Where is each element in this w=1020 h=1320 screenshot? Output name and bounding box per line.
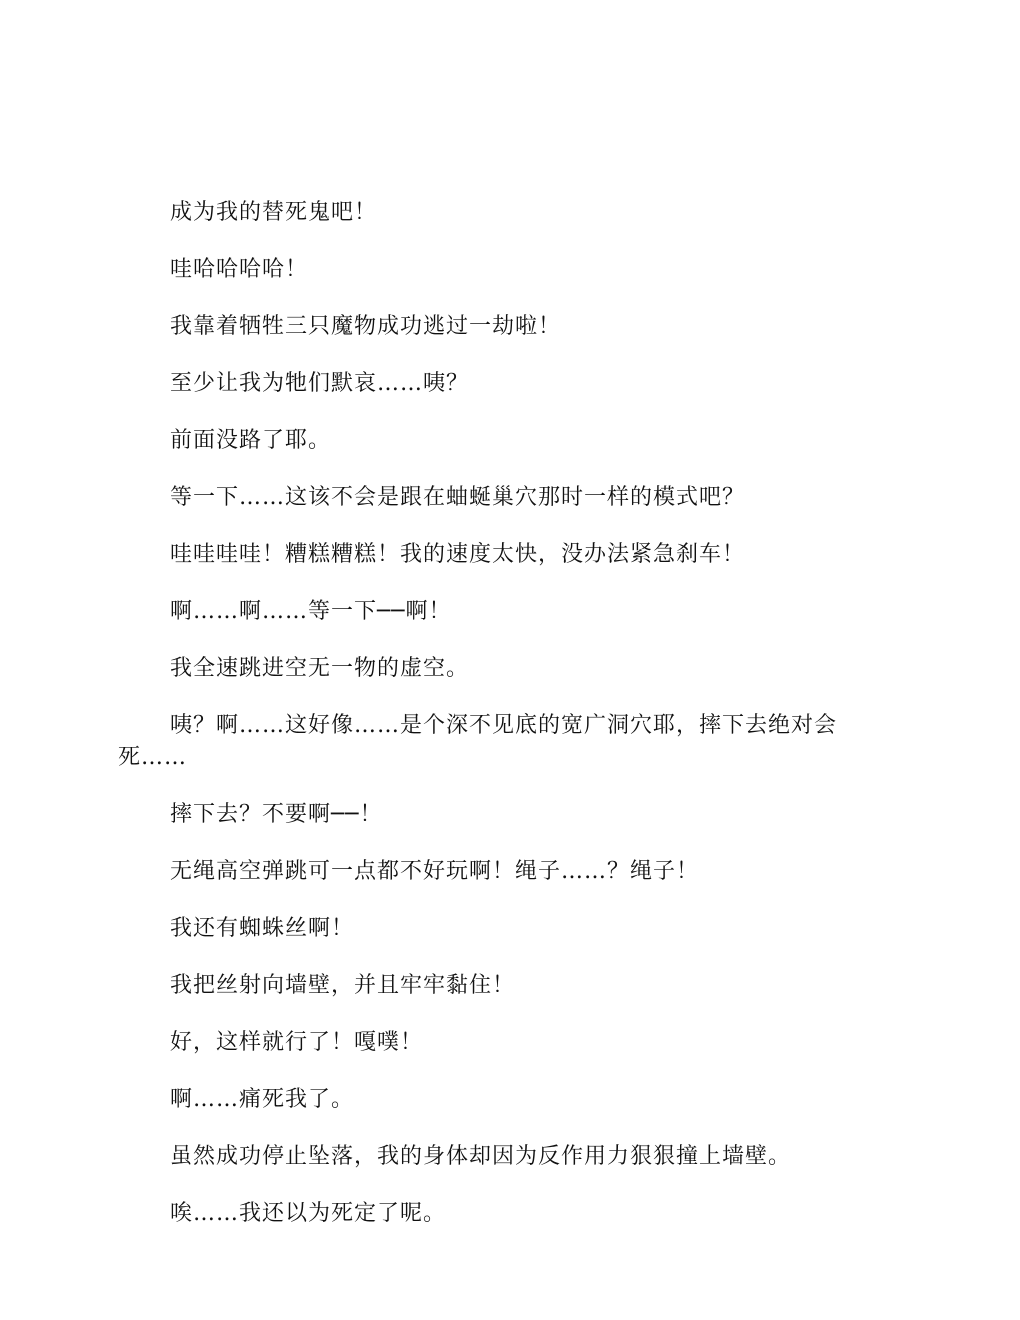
- paragraph: 咦？啊……这好像……是个深不见底的宽广洞穴耶，摔下去绝对会死……: [118, 713, 838, 770]
- document-page: [118, 197, 902, 1255]
- paragraph: 我靠着牺牲三只魔物成功逃过一劫啦！: [170, 314, 562, 339]
- paragraph: 前面没路了耶。: [170, 428, 332, 453]
- paragraph: 啊……啊……等一下──啊！: [170, 599, 452, 624]
- paragraph: 我把丝射向墙壁，并且牢牢黏住！: [170, 973, 516, 998]
- paragraph: 成为我的替死鬼吧！: [170, 200, 378, 225]
- paragraph: 唉……我还以为死定了呢。: [170, 1201, 447, 1226]
- paragraph: 好，这样就行了！嘎噗！: [170, 1030, 424, 1055]
- paragraph: 无绳高空弹跳可一点都不好玩啊！绳子……？绳子！: [170, 859, 700, 884]
- paragraph: 等一下……这该不会是跟在蚰蜒巢穴那时一样的模式吧？: [170, 485, 746, 510]
- paragraph: 我全速跳进空无一物的虚空。: [170, 656, 470, 681]
- paragraph: 摔下去？不要啊──！: [170, 802, 383, 827]
- paragraph: 虽然成功停止坠落，我的身体却因为反作用力狠狠撞上墙壁。: [170, 1144, 792, 1169]
- paragraph: 哇哇哇哇！糟糕糟糕！我的速度太快，没办法紧急刹车！: [170, 542, 746, 567]
- paragraph: 至少让我为牠们默哀……咦？: [170, 371, 470, 396]
- paragraph: 哇哈哈哈哈！: [170, 257, 309, 282]
- paragraph: 啊……痛死我了。: [170, 1087, 355, 1112]
- paragraph: 我还有蜘蛛丝啊！: [170, 916, 355, 941]
